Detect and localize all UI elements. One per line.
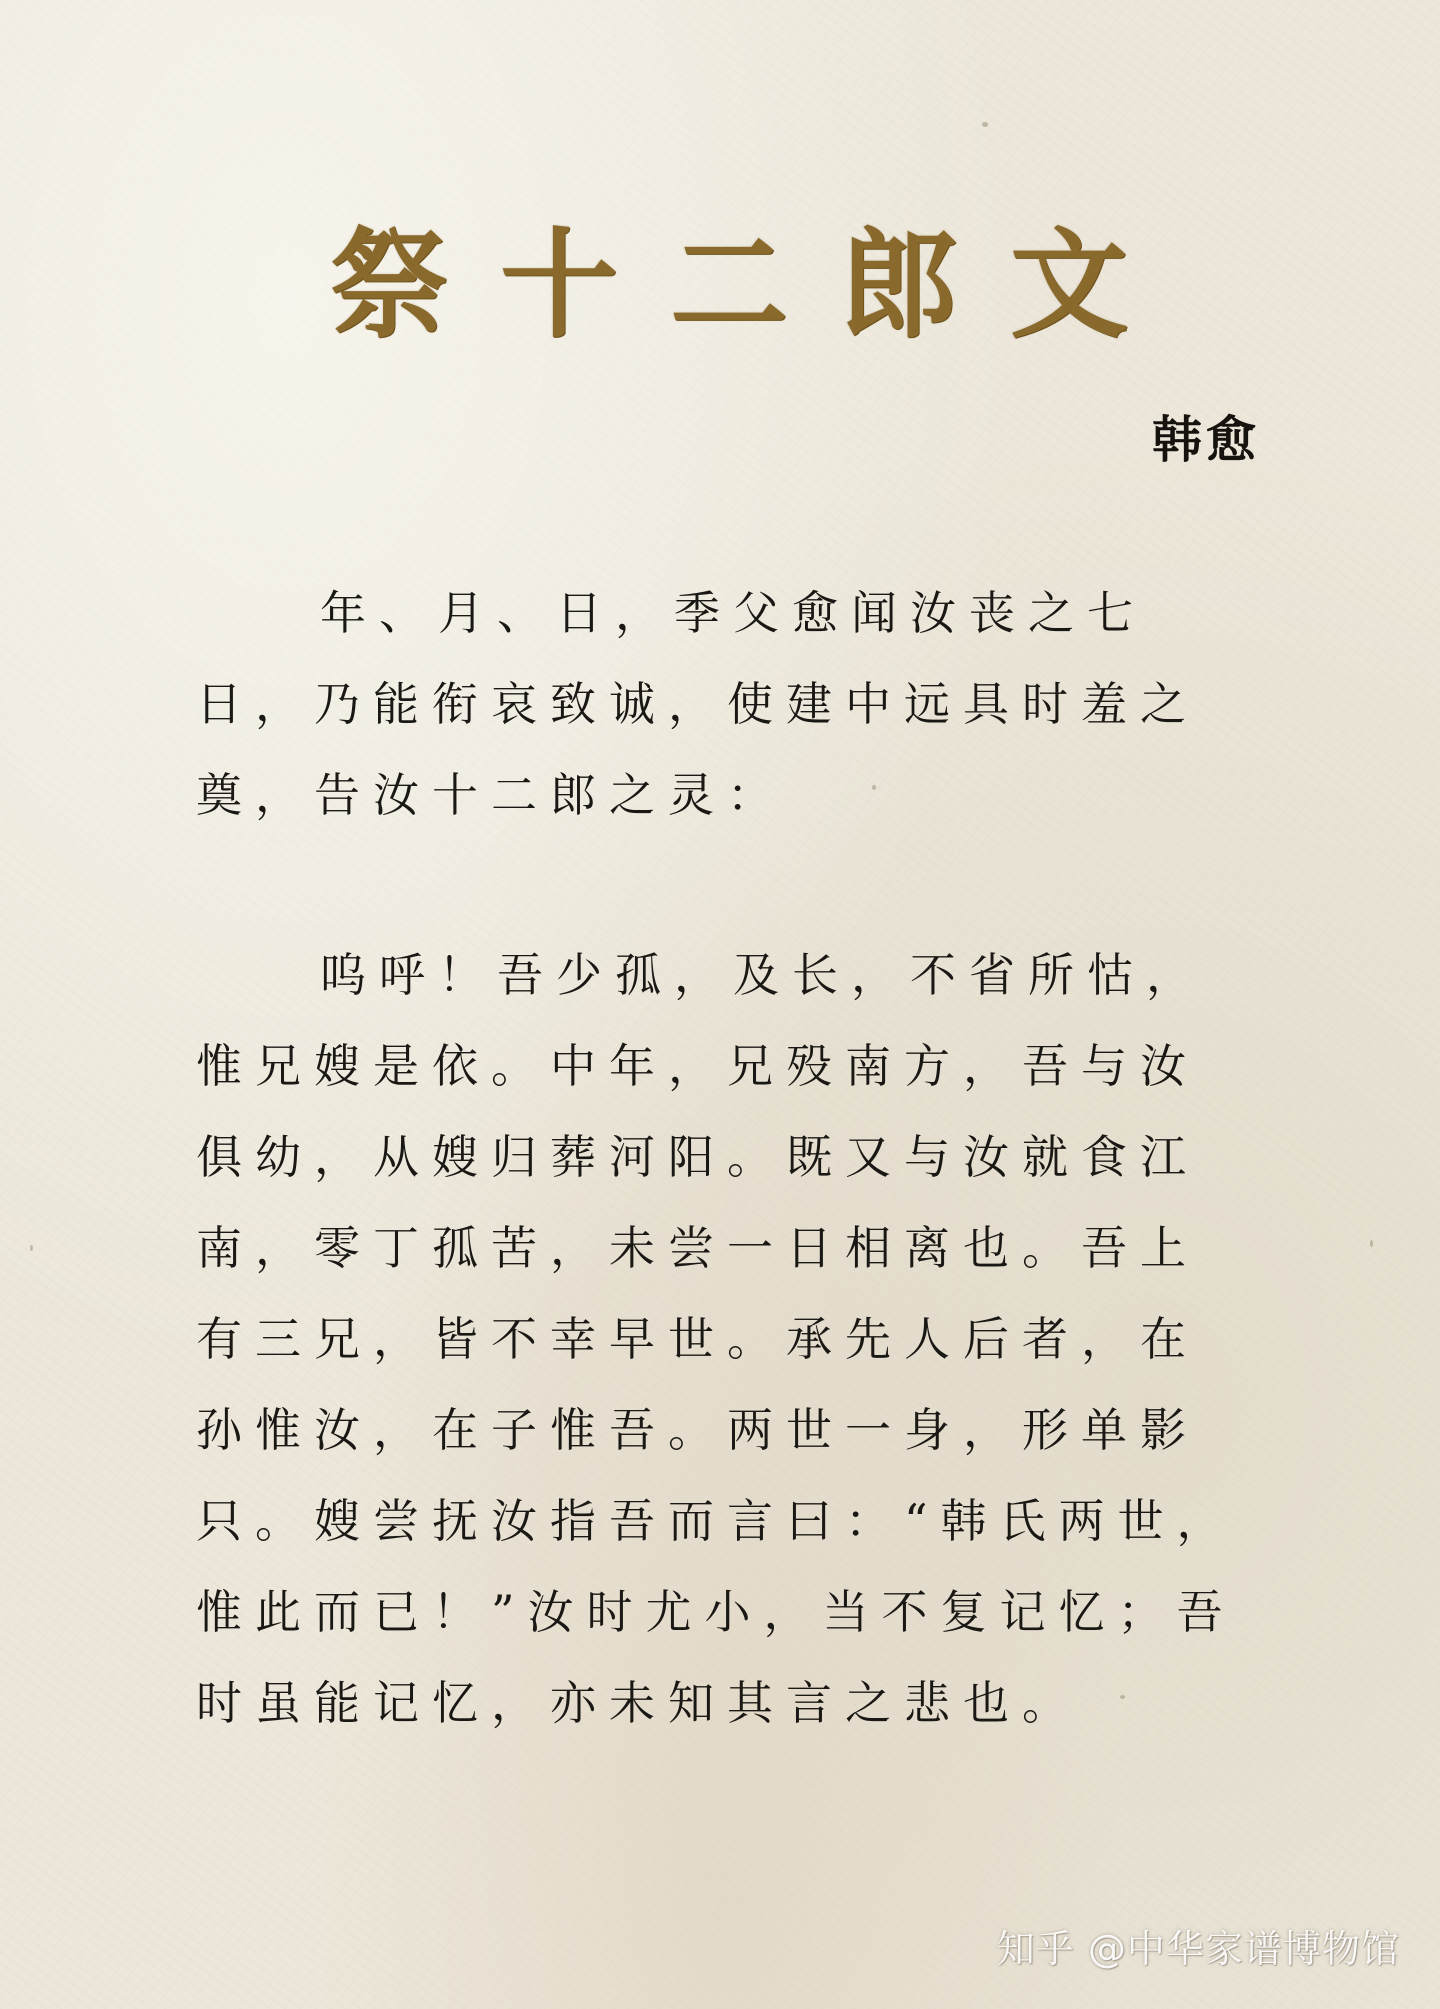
watermark-text: 知乎 @中华家谱博物馆	[996, 1927, 1400, 1971]
document-title: 祭十二郎文	[330, 215, 1181, 354]
paper-speck	[1370, 1240, 1373, 1247]
paragraph-1: 年、月、日，季父愈闻汝丧之七日，乃能衔哀致诚，使建中远具时羞之奠，告汝十二郎之灵：	[196, 586, 1199, 822]
paper-speck	[30, 1245, 33, 1251]
paper-speck	[982, 122, 988, 127]
author-name: 韩愈	[1152, 410, 1260, 469]
paragraph-2: 呜呼！吾少孤，及长，不省所怙，惟兄嫂是依。中年，兄殁南方，吾与汝俱幼，从嫂归葬河阳。既又与汝就食江南，零丁孤苦，未尝一日相离也。吾上有三兄，皆不幸早世。承先人后者，在孙惟汝，在子惟吾。两世一身，形单影只。嫂尝抚汝指吾而言曰：“韩氏两世，惟此而已！”汝时尤小，当不复记忆；吾时虽能记忆，亦未知其言之悲也。	[196, 948, 1236, 1730]
